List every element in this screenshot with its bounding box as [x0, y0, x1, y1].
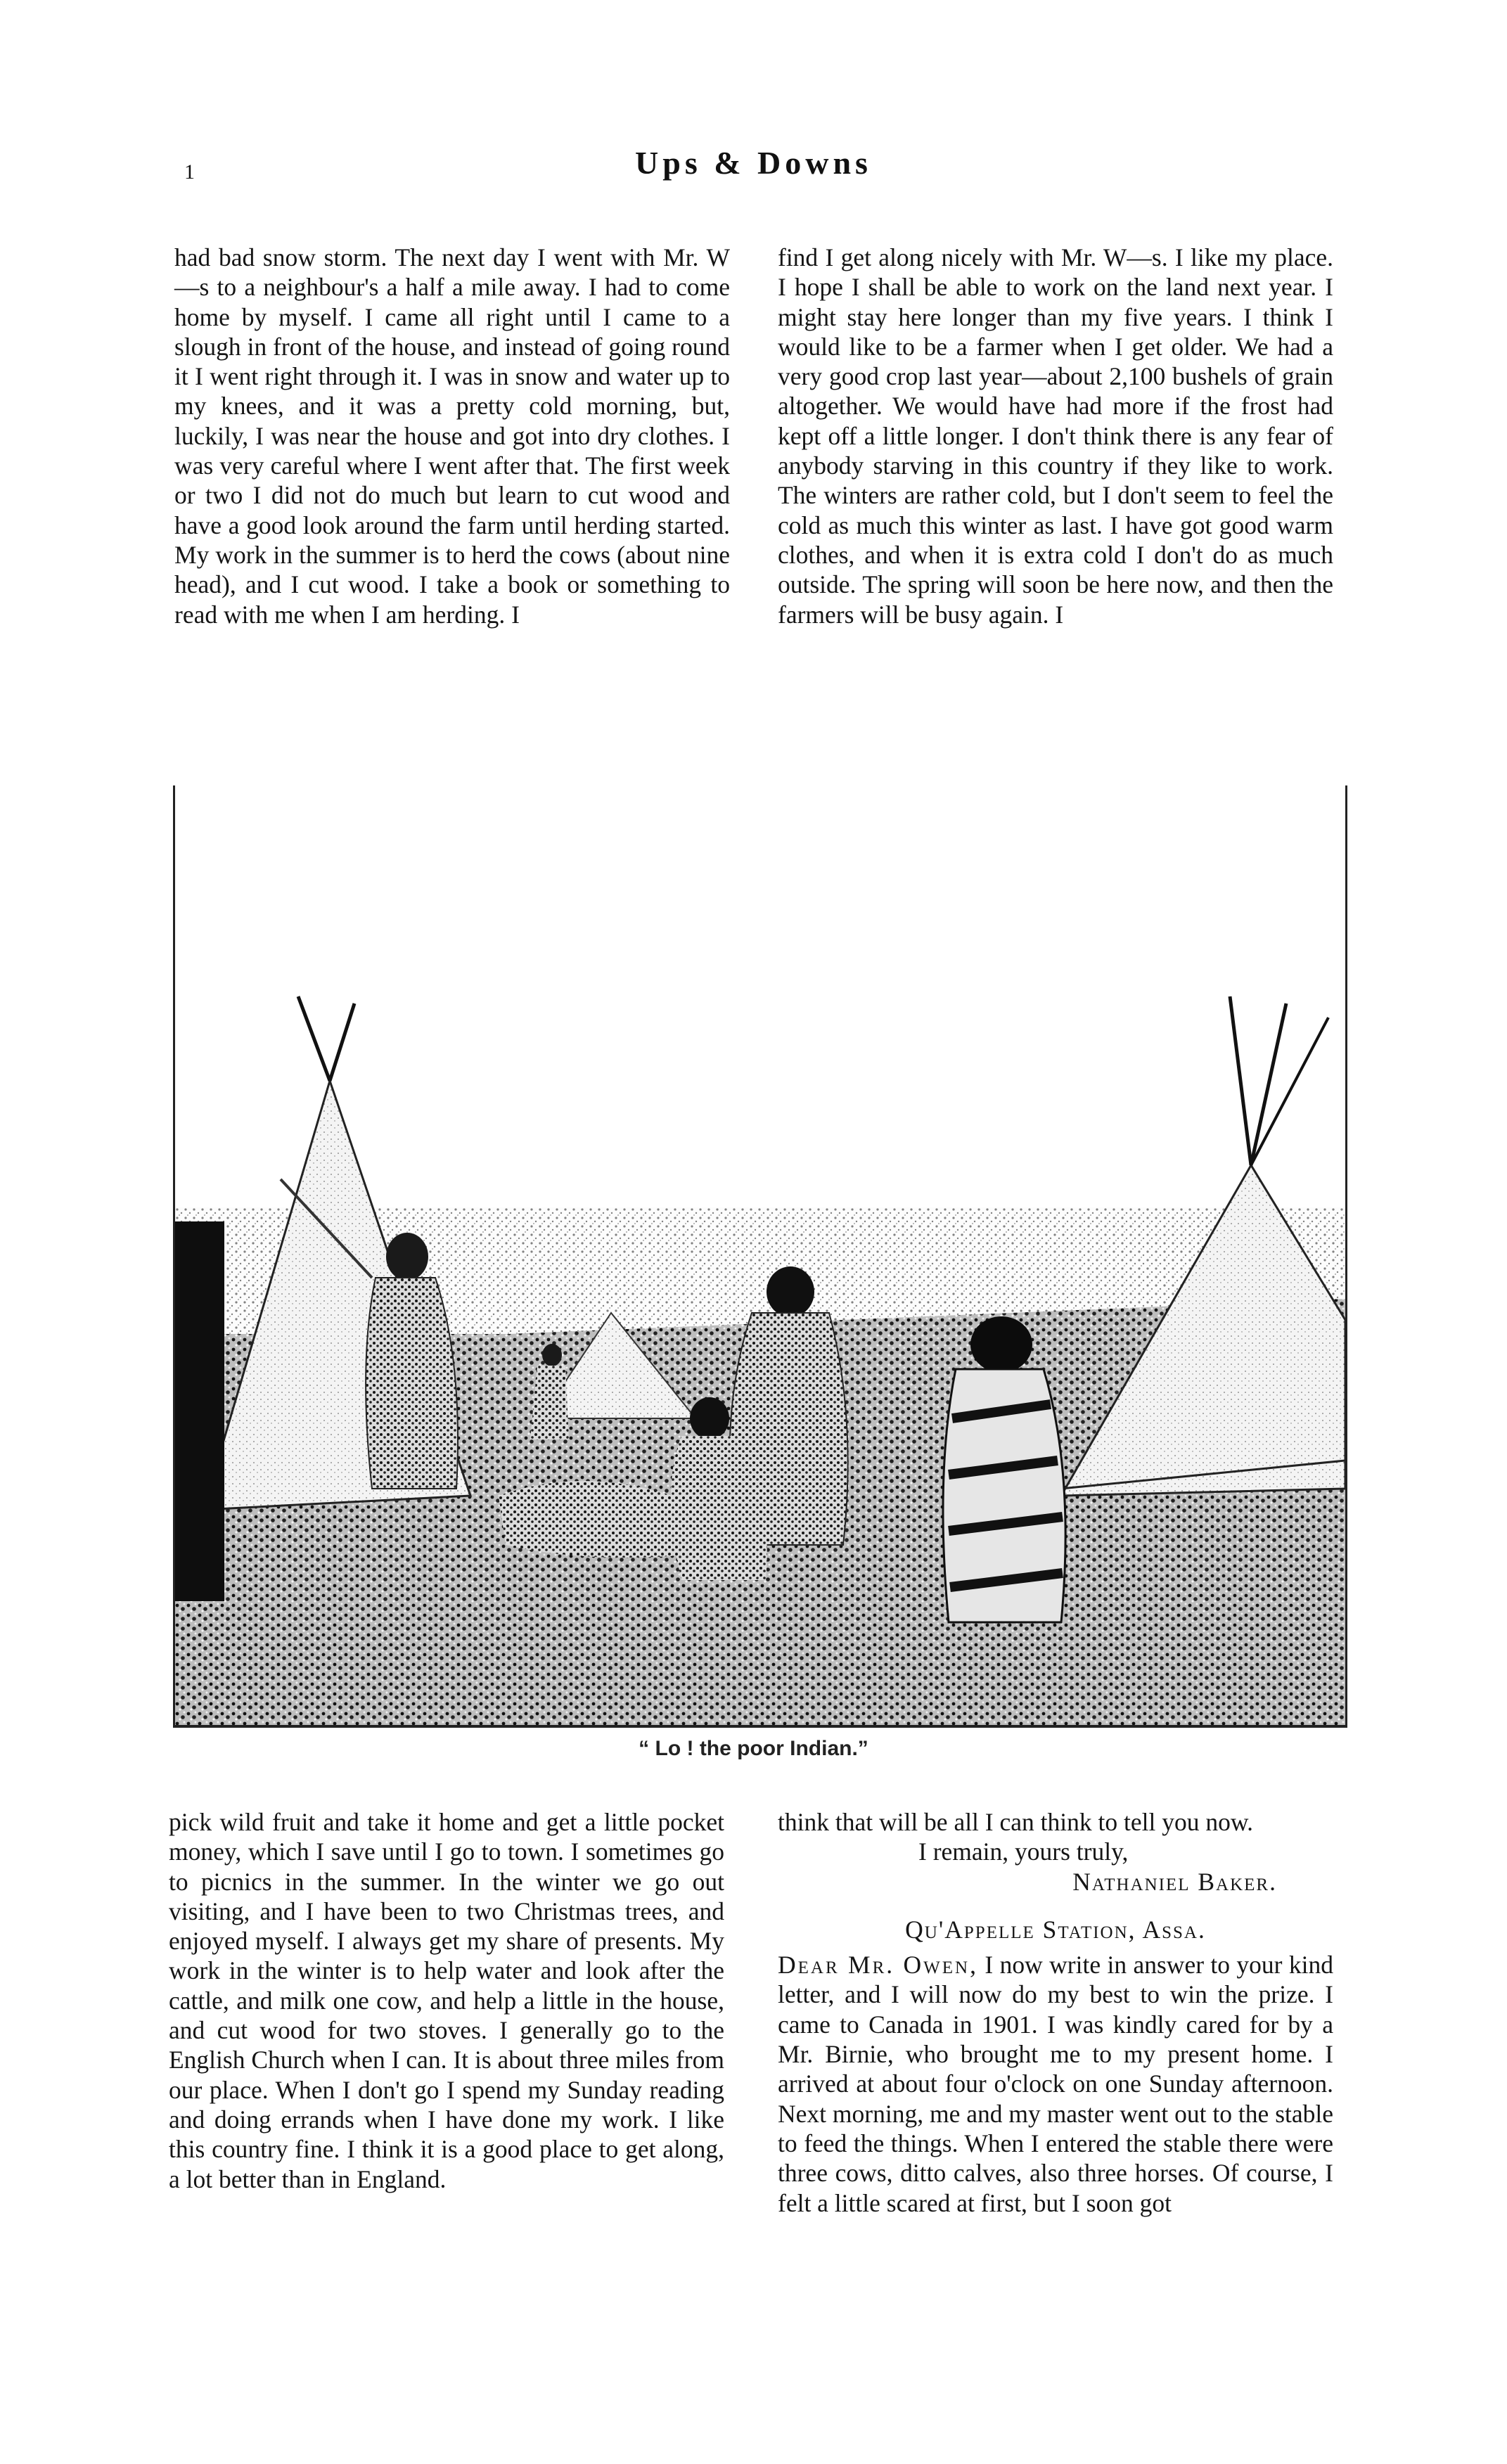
- photograph: [173, 785, 1347, 1728]
- letter-paragraph: [778, 1950, 1333, 2218]
- top-left-column: [174, 243, 730, 629]
- bottom-left-column: [169, 1807, 724, 2194]
- bottom-right-column: [778, 1807, 1333, 2218]
- teepee-camp-illustration: [175, 785, 1345, 1725]
- top-right-paragraph: find I get along nicely with Mr. W—s. I like my place. I hope I shall be able to work on the land next year. I might stay here longer than my five years. I think I would like to be a farmer when I get older. We had a very good crop last year—about 2,100 bushels of grain altogether. We would have had more if the frost had kept off a little longer. I don't think there is any fear of anybody starving in this country if they like to work. The winters are rather cold, but I don't seem to feel the cold as much this winter as last. I have got good warm clothes, and when it is extra cold I don't do as much outside. The spring will soon be here now, and then the farmers will be busy again. I: [778, 243, 1333, 629]
- signature: Nathaniel Baker.: [1072, 1867, 1277, 1896]
- top-left-paragraph: had bad snow storm. The next day I went with Mr. W—s to a neighbour's a half a mile away. I had to come home by myself. I came all right until I came to a slough in front of the house, and instead of going round it I went right through it. I was in snow and water up to my knees, and it was a pretty cold morning, but, luckily, I was near the house and got into dry clothes. I was very careful where I went after that. The first week or two I did not do much but learn to cut wood and have a good look around the farm until herding started. My work in the summer is to herd the cows (about nine head), and I cut wood. I take a book or something to read with me when I am herding. I: [174, 243, 730, 629]
- page-number: 1: [184, 160, 195, 184]
- bottom-left-paragraph: pick wild fruit and take it home and get a little pocket money, which I save until I go to town. I sometimes go to picnics in the summer. In the winter we go out visiting, and I have been to two Christmas trees, and enjoyed myself. I always get my share of presents. My work in the winter is to help water and look after the cattle, and milk one cow, and help a little in the house, and cut wood for two stoves. I generally go to the English Church when I can. It is about three miles from our place. When I don't go I spend my Sunday reading and doing errands when I have done my work. I like this country fine. I think it is a good place to get along, a lot better than in England.: [169, 1808, 724, 2193]
- letter-body: I now write in answer to your kind letter, and I will now do my best to win the prize. I came to Canada in 1901. I was kindly cared for by a Mr. Birnie, who brought me to my present home. I arrived at about four o'clock on one Sunday afternoon. Next morning, me and my master went out to the stable to feed the things. When I entered the stable there were three cows, ditto calves, also three horses. Of course, I felt a little scared at first, but I soon got: [778, 1951, 1334, 2217]
- top-right-column: [778, 243, 1333, 629]
- sign-off-line: I remain, yours truly,: [918, 1837, 1129, 1866]
- running-head: Ups & Downs: [635, 145, 872, 181]
- closing-paragraph: think that will be all I can think to tell you now.: [778, 1808, 1254, 1836]
- salutation: Dear Mr. Owen,: [778, 1951, 978, 1979]
- photo-caption: “ Lo ! the poor Indian.”: [639, 1737, 868, 1760]
- letter-place-heading: Qu'Appelle Station, Assa.: [905, 1915, 1206, 1944]
